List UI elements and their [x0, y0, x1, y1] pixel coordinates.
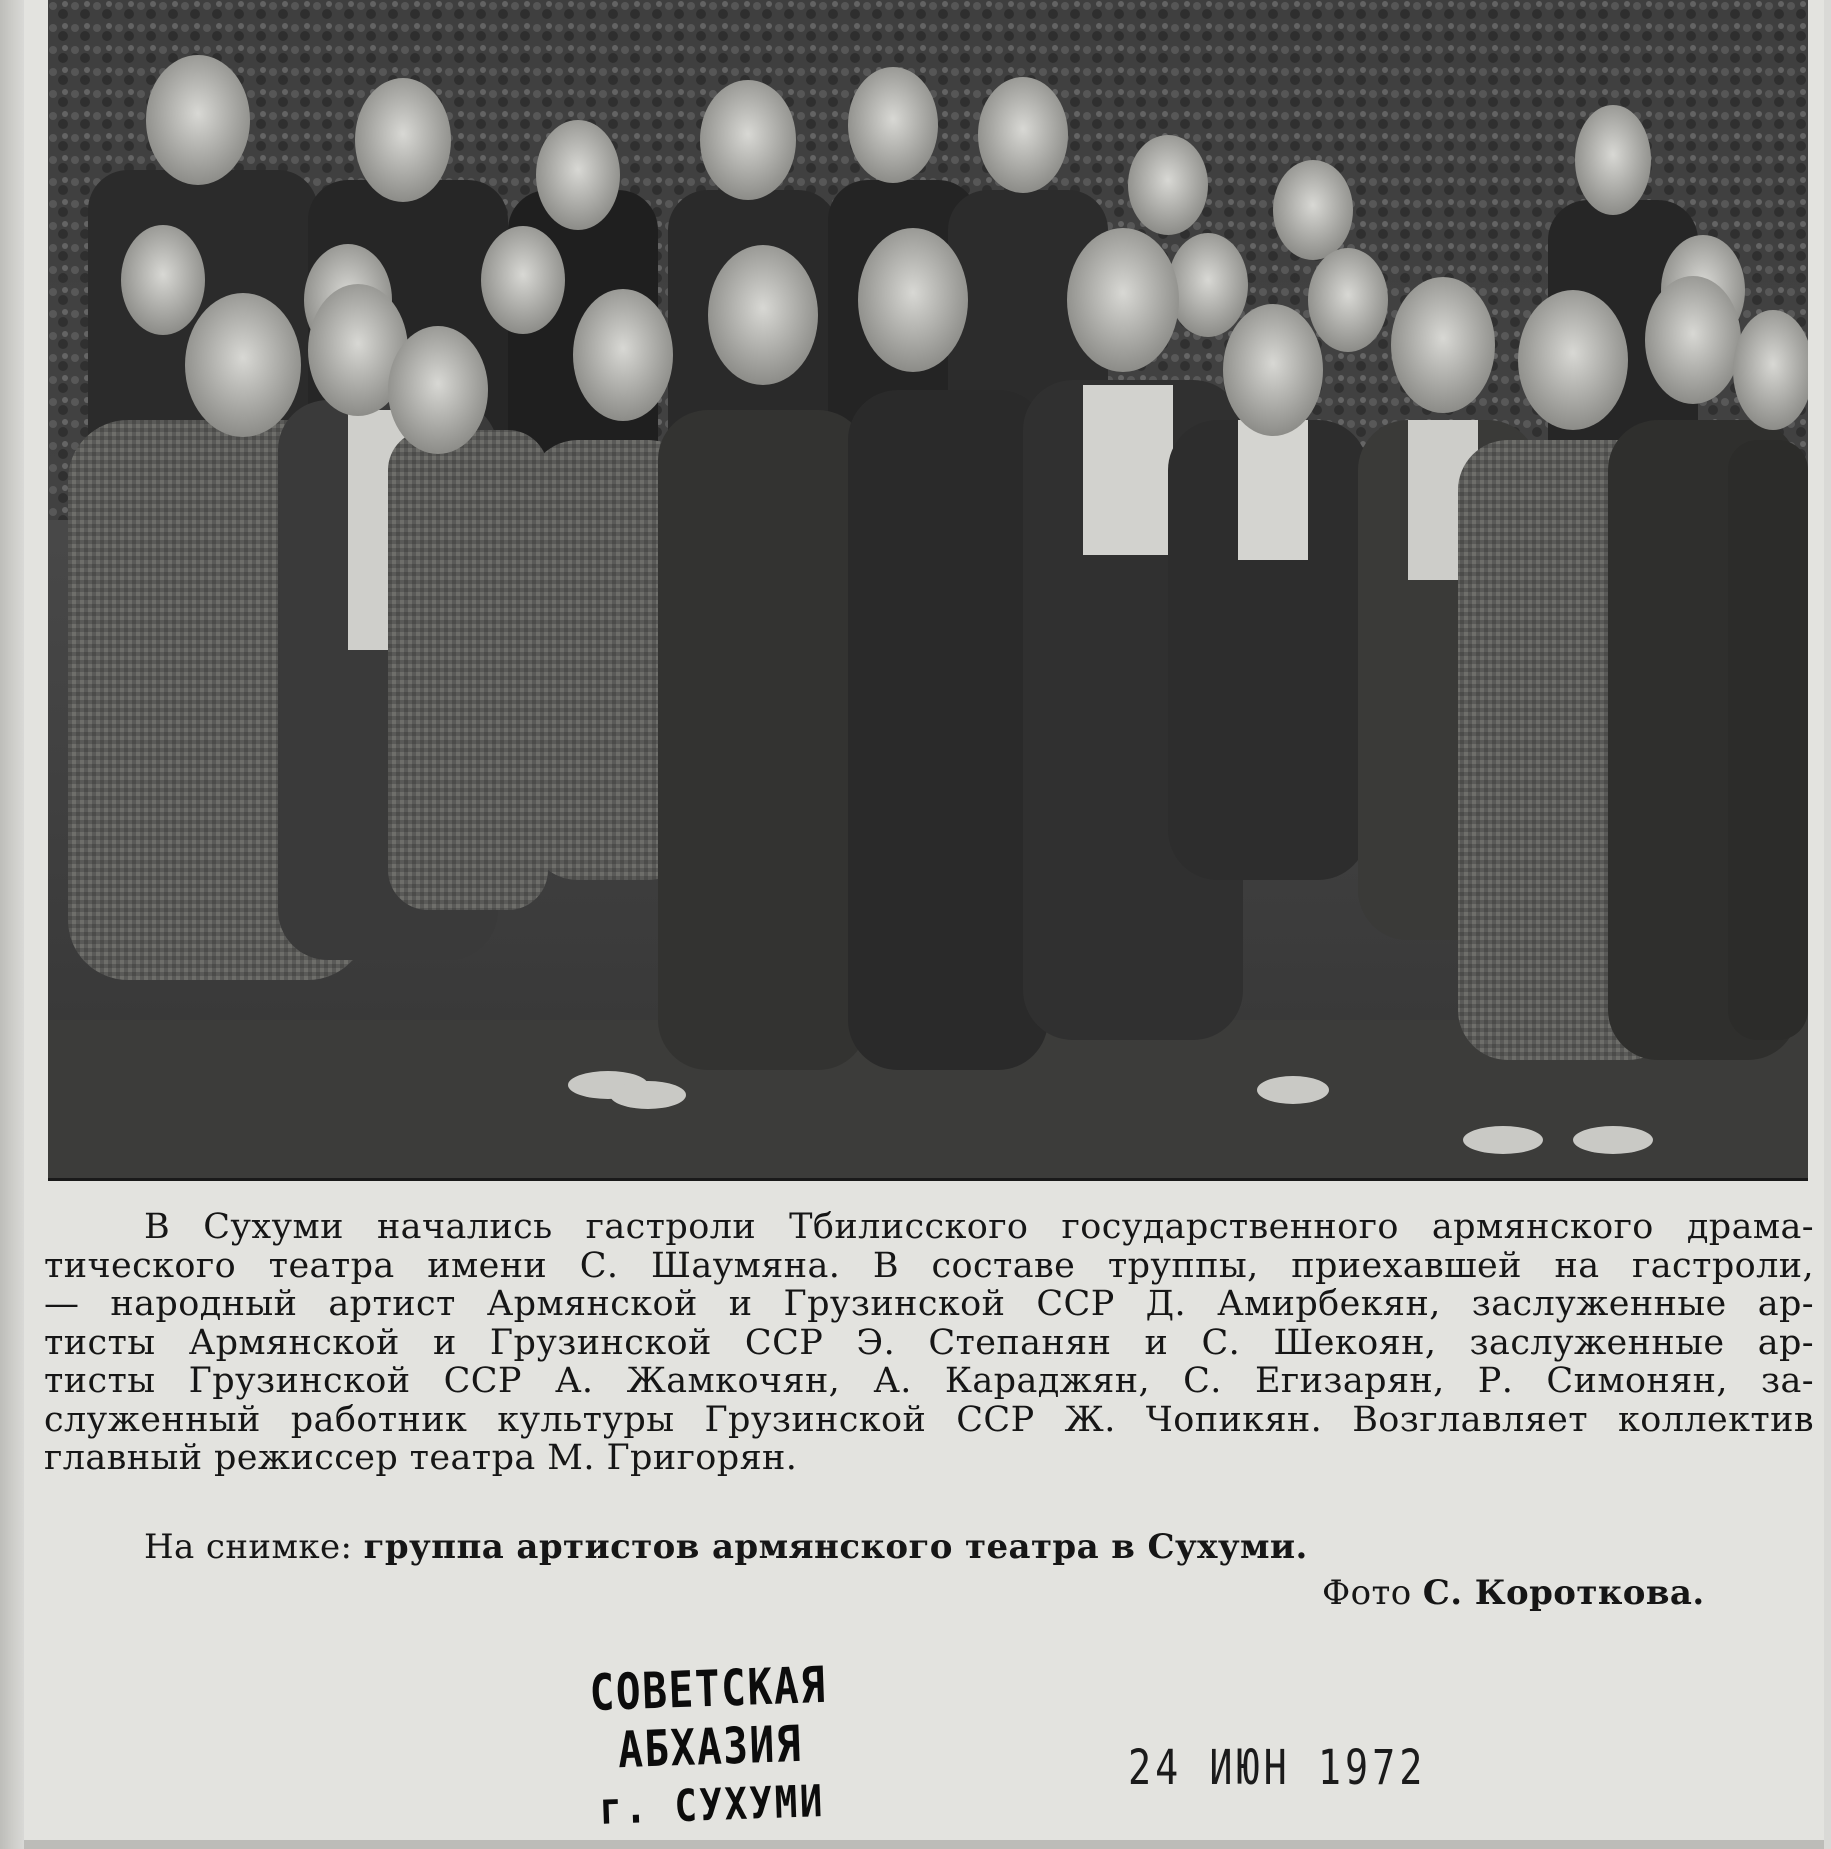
- photo-note: [144, 1527, 1308, 1567]
- stamp-newspaper-name: СОВЕТСКАЯ АБХАЗИЯ: [588, 1655, 828, 1780]
- group-photo: [48, 0, 1808, 1181]
- photo-credit-name: С. Короткова.: [1422, 1573, 1705, 1613]
- caption-line: — народный артист Армянской и Грузинской ССР Д. Амирбекян, заслуженные ар-: [44, 1284, 1814, 1324]
- group-photo-image: [48, 0, 1808, 1178]
- scan-left-edge: [0, 0, 24, 1849]
- photo-credit-prefix: Фото: [1322, 1573, 1412, 1613]
- caption-line: тического театра имени С. Шаумяна. В составе труппы, приехавшей на гастроли,: [44, 1245, 1814, 1286]
- scan-bottom-edge: [24, 1840, 1824, 1849]
- caption-line: служенный работник культуры Грузинской ССР Ж. Чопикян. Возглавляет коллектив: [44, 1399, 1814, 1440]
- photo-credit: [1322, 1573, 1705, 1613]
- caption-line: главный режиссер театра М. Григорян.: [44, 1438, 798, 1478]
- newspaper-stamp: [467, 1652, 953, 1840]
- date-stamp: 24 ИЮН 1972: [1128, 1740, 1427, 1796]
- photo-note-text: группа артистов армянского театра в Сухуми.: [363, 1527, 1308, 1567]
- photo-note-prefix: На снимке:: [144, 1527, 353, 1567]
- caption-line: В Сухуми начались гастроли Тбилисского государственного армянского драма-: [144, 1207, 1814, 1247]
- caption-line: тисты Грузинской ССР А. Жамкочян, А. Караджян, С. Егизарян, Р. Симонян, за-: [44, 1361, 1814, 1401]
- caption-line: тисты Армянской и Грузинской ССР Э. Степанян и С. Шекоян, заслуженные ар-: [44, 1322, 1814, 1363]
- article-caption: [44, 1208, 1814, 1478]
- stamp-city: г. СУХУМИ: [598, 1776, 826, 1835]
